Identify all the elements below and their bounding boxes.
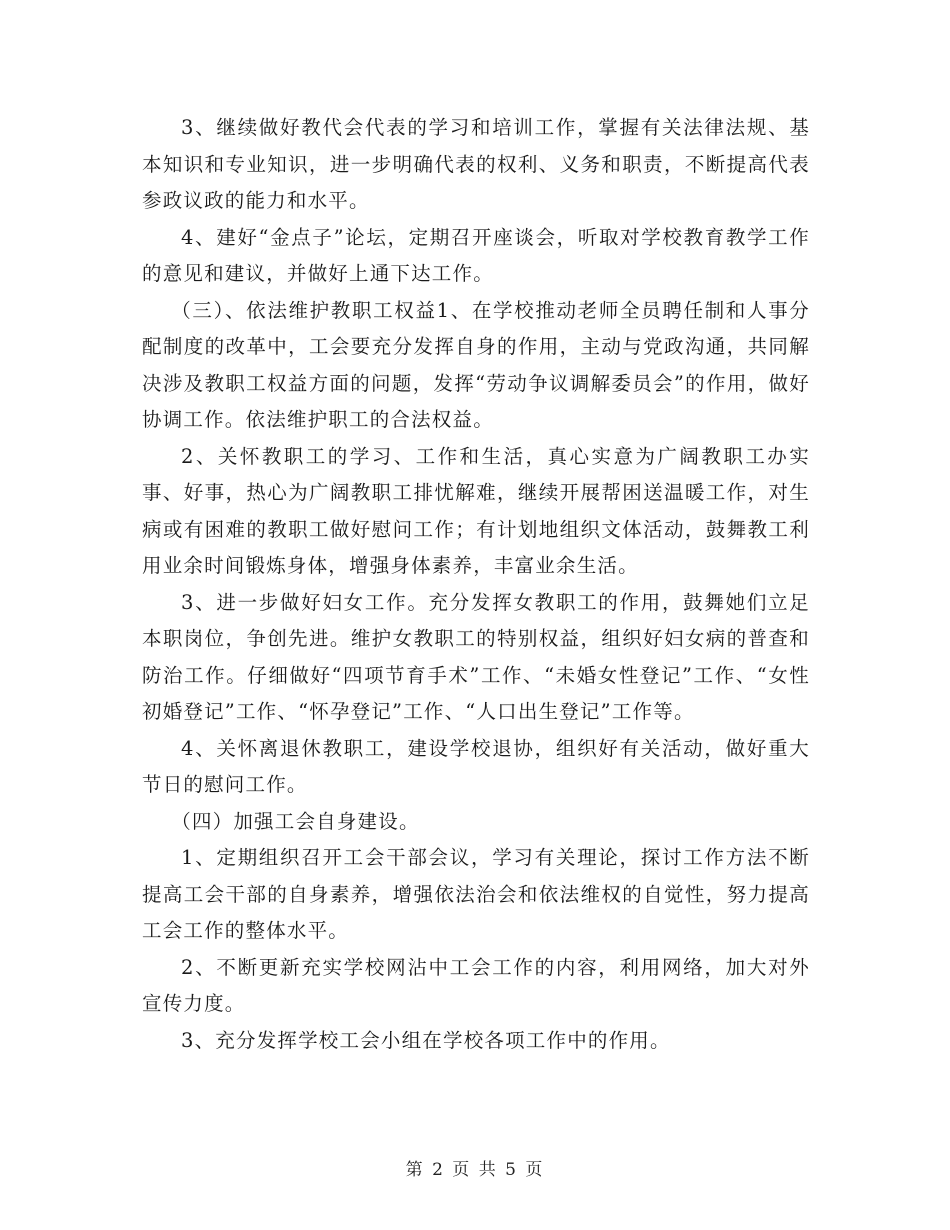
paragraph-section-three: （三）、依法维护教职工权益1、在学校推动老师全员聘任制和人事分配制度的改革中，工会要充分发挥自身的作用，主动与党政沟通，共同解决涉及教职工权益方面的问题，发挥“劳动争议调解委员会”的作用，做好协调工作。依法维护职工的合法权益。 <box>142 298 810 431</box>
paragraph-website: 2、不断更新充实学校网沾中工会工作的内容，利用网络，加大对外宣传力度。 <box>142 955 810 1015</box>
paragraph-women-work: 3、进一步做好妇女工作。充分发挥女教职工的作用，鼓舞她们立足本职岗位，争创先进。维护女教职工的特别权益，组织好妇女病的普查和防治工作。仔细做好“四项节育手术”工作、“未婚女性登记”工作、“女性初婚登记”工作、“怀孕登记”工作、“人口出生登记”工作等。 <box>142 590 810 723</box>
paragraph-union-meetings: 1、定期组织召开工会干部会议，学习有关理论，探讨工作方法不断提高工会干部的自身素养，增强依法治会和依法维权的自觉性，努力提高工会工作的整体水平。 <box>142 846 810 942</box>
page-number-footer: 第 2 页 共 5 页 <box>405 1160 545 1180</box>
paragraph-care-staff: 2、关怀教职工的学习、工作和生活，真心实意为广阔教职工办实事、好事，热心为广阔教职工排忧解难，继续开展帮困送温暖工作，对生病或有困难的教职工做好慰问工作；有计划地组织文体活动，鼓舞教工利用业余时间锻炼身体，增强身体素养，丰富业余生活。 <box>142 444 810 577</box>
document-body <box>142 110 810 1059</box>
paragraph-retirees: 4、关怀离退休教职工，建设学校退协，组织好有关活动，做好重大节日的慰问工作。 <box>142 736 810 796</box>
paragraph-union-groups: 3、充分发挥学校工会小组在学校各项工作中的作用。 <box>181 1028 671 1052</box>
paragraph-training: 3、继续做好教代会代表的学习和培训工作，掌握有关法律法规、基本知识和专业知识，进一步明确代表的权利、义务和职责，不断提高代表参政议政的能力和水平。 <box>142 116 810 212</box>
paragraph-section-four: （四）加强工会自身建设。 <box>171 809 420 833</box>
paragraph-golden-ideas-forum: 4、建好“金点子”论坛，定期召开座谈会，听取对学校教育教学工作的意见和建议，并做好上通下达工作。 <box>142 225 810 285</box>
